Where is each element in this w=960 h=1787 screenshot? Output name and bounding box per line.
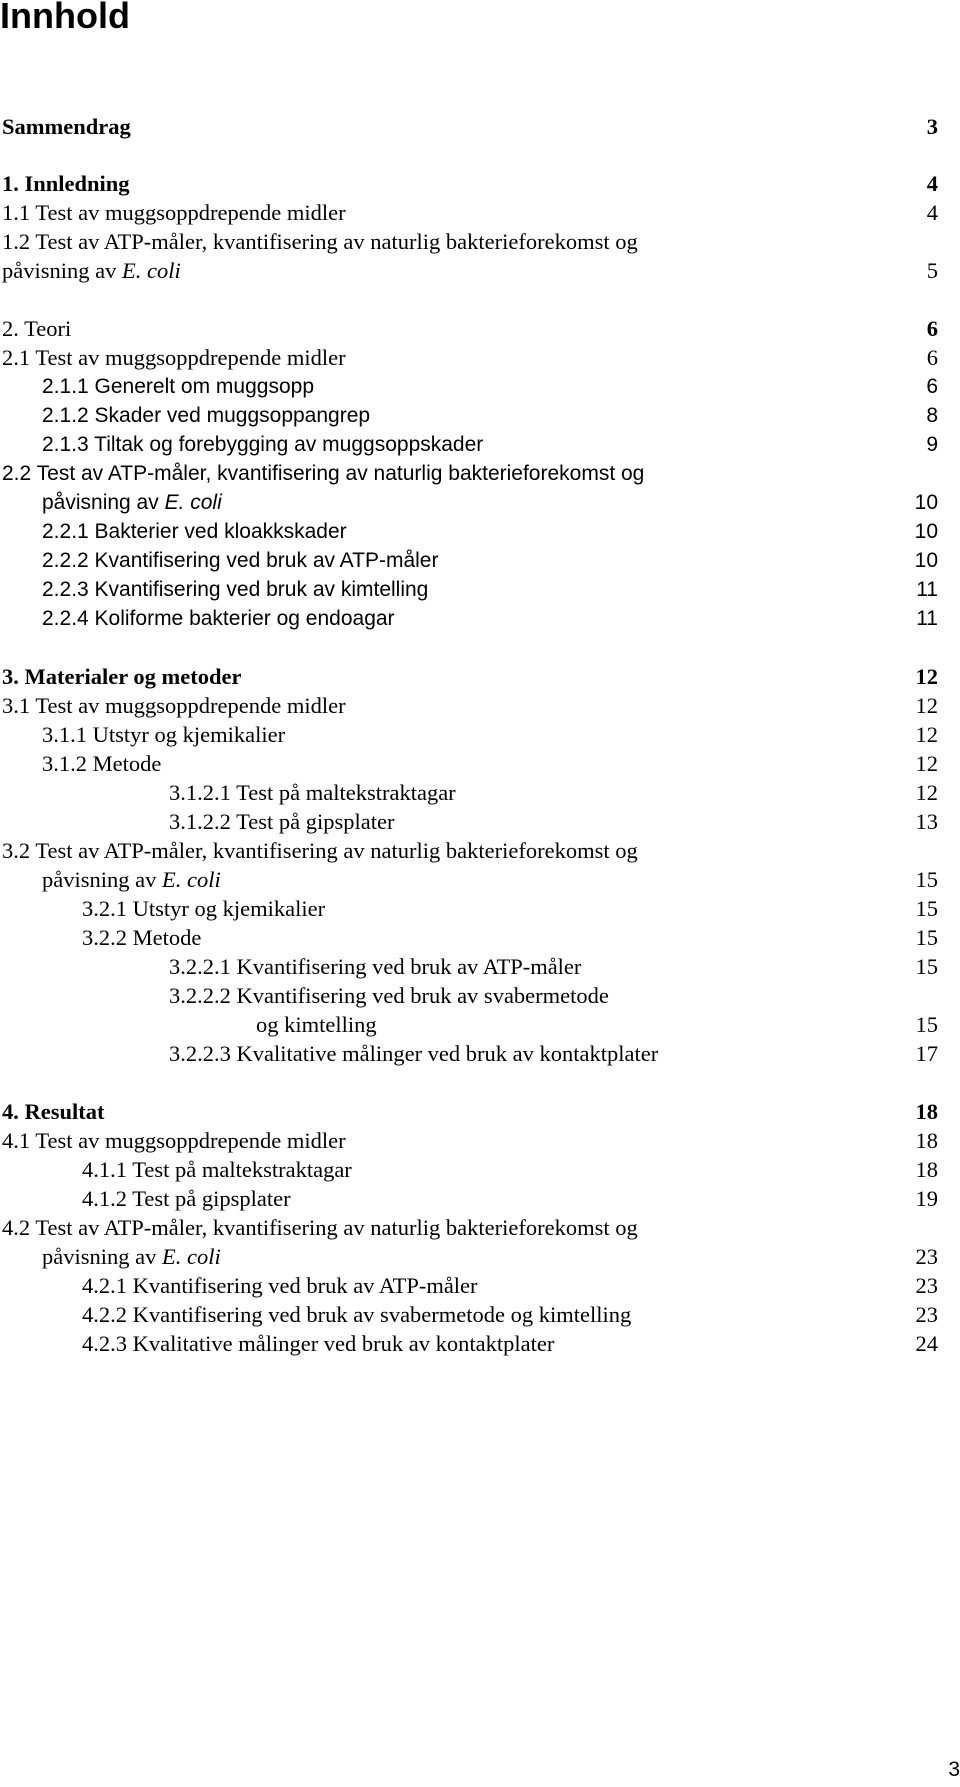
toc-entry-title: 2.2 Test av ATP-måler, kvantifisering av naturlig bakterieforekomst og	[2, 462, 645, 485]
toc-entry-page: 23	[915, 1302, 938, 1327]
toc-entry-page: 11	[916, 607, 938, 630]
toc-entry-title	[42, 1244, 221, 1269]
toc-entry[interactable]	[2, 198, 938, 228]
toc-entry-page: 10	[914, 549, 938, 572]
toc-entry-title-italic: E. coli	[121, 258, 181, 283]
toc-entry-page: 9	[926, 433, 938, 456]
toc-entry-title-italic: E. coli	[161, 867, 221, 892]
toc-entry-title	[42, 491, 222, 514]
toc-entry[interactable]	[169, 778, 938, 808]
toc-entry-page: 18	[915, 1099, 938, 1124]
toc-entry[interactable]	[2, 1126, 938, 1156]
toc-entry[interactable]	[42, 401, 938, 431]
toc-entry-page: 15	[915, 954, 938, 979]
toc-entry-page: 19	[915, 1186, 938, 1211]
toc-entry-title-prefix: påvisning av	[2, 258, 122, 283]
toc-entry[interactable]	[169, 807, 938, 837]
toc-entry-title-prefix: påvisning av	[42, 1244, 162, 1269]
toc-entry-title: 4.2 Test av ATP-måler, kvantifisering av naturlig bakterieforekomst og	[2, 1215, 638, 1240]
toc-entry[interactable]	[2, 256, 938, 286]
toc-entry-title: 4.2.3 Kvalitative målinger ved bruk av kontaktplater	[82, 1331, 555, 1356]
toc-entry[interactable]	[2, 169, 938, 199]
toc-entry-title: 2.2.2 Kvantifisering ved bruk av ATP-måler	[42, 549, 439, 572]
toc-entry[interactable]	[42, 546, 938, 576]
toc-entry[interactable]	[42, 1242, 938, 1272]
toc-entry-page: 23	[915, 1273, 938, 1298]
toc-entry-title: 2. Teori	[2, 316, 72, 341]
toc-entry-page: 10	[914, 491, 938, 514]
toc-entry-page: 6	[926, 316, 938, 341]
toc-entry-page: 15	[915, 1012, 938, 1037]
toc-entry-page: 5	[926, 258, 938, 283]
toc-entry[interactable]	[42, 488, 938, 518]
toc-entry-title: 2.1.2 Skader ved muggsoppangrep	[42, 404, 371, 427]
toc-entry-page: 18	[915, 1157, 938, 1182]
toc-entry[interactable]	[82, 1300, 938, 1330]
toc-entry[interactable]	[2, 459, 938, 489]
toc-entry-title: 3.1.2.1 Test på maltekstraktagar	[169, 780, 456, 805]
toc-entry-title: 3.2.2.2 Kvantifisering ved bruk av svabermetode	[169, 983, 609, 1008]
toc-entry-title: 3.2.2.1 Kvantifisering ved bruk av ATP-måler	[169, 954, 582, 979]
toc-entry-title: 3. Materialer og metoder	[2, 664, 242, 689]
toc-entry-page: 13	[915, 809, 938, 834]
toc-entry[interactable]	[42, 720, 938, 750]
toc-entry-page: 11	[916, 578, 938, 601]
toc-entry-title: 1.1 Test av muggsoppdrepende midler	[2, 200, 346, 225]
toc-entry-title: 4.2.1 Kvantifisering ved bruk av ATP-måler	[82, 1273, 478, 1298]
toc-entry[interactable]	[169, 952, 938, 982]
toc-entry[interactable]	[82, 923, 938, 953]
footer-page-number: 3	[948, 1758, 960, 1781]
toc-entry[interactable]	[42, 749, 938, 779]
toc-entry[interactable]	[2, 112, 938, 142]
toc-entry[interactable]	[42, 575, 938, 605]
toc-entry-page: 4	[926, 171, 938, 196]
toc-entry-title-italic: E. coli	[164, 491, 222, 514]
toc-entry-title: og kimtelling	[256, 1012, 377, 1037]
toc-entry-page: 12	[915, 693, 938, 718]
toc-entry-title: 4.2.2 Kvantifisering ved bruk av svabermetode og kimtelling	[82, 1302, 632, 1327]
toc-entry-page: 15	[915, 925, 938, 950]
toc-entry-title-prefix: påvisning av	[42, 491, 165, 514]
toc-entry[interactable]	[42, 430, 938, 460]
toc-entry-page: 6	[926, 375, 938, 398]
toc-entry-page: 8	[926, 404, 938, 427]
toc-entry-title: 4.1 Test av muggsoppdrepende midler	[2, 1128, 346, 1153]
toc-entry-title-italic: E. coli	[161, 1244, 221, 1269]
toc-entry-title	[42, 867, 221, 892]
toc-entry-title: 3.2.2.3 Kvalitative målinger ved bruk av kontaktplater	[169, 1041, 659, 1066]
toc-entry[interactable]	[169, 1039, 938, 1069]
toc-entry-title: 4. Resultat	[2, 1099, 105, 1124]
toc-entry-title-prefix: påvisning av	[42, 867, 162, 892]
toc-entry-title: 3.1 Test av muggsoppdrepende midler	[2, 693, 346, 718]
toc-entry[interactable]	[82, 1184, 938, 1214]
toc-entry[interactable]	[42, 517, 938, 547]
toc-entry-title: 1. Innledning	[2, 171, 130, 196]
toc-entry[interactable]	[82, 1329, 938, 1359]
toc-entry-title: Sammendrag	[2, 114, 131, 139]
toc-entry-page: 17	[915, 1041, 938, 1066]
toc-entry[interactable]	[2, 1097, 938, 1127]
toc-entry-title: 3.2.1 Utstyr og kjemikalier	[82, 896, 326, 921]
toc-entry-title: 3.1.1 Utstyr og kjemikalier	[42, 722, 286, 747]
toc-entry-page: 6	[926, 345, 938, 370]
toc-entry-title: 2.1.1 Generelt om muggsopp	[42, 375, 314, 398]
toc-entry-title: 1.2 Test av ATP-måler, kvantifisering av naturlig bakterieforekomst og	[2, 229, 638, 254]
toc-entry-title: 2.2.4 Koliforme bakterier og endoagar	[42, 607, 395, 630]
toc-entry-page: 10	[914, 520, 938, 543]
toc-entry-page: 12	[915, 751, 938, 776]
toc-entry[interactable]	[82, 1155, 938, 1185]
toc-entry[interactable]	[169, 981, 938, 1011]
toc-entry-page: 24	[915, 1331, 938, 1356]
toc-entry-title: 2.1 Test av muggsoppdrepende midler	[2, 345, 346, 370]
toc-entry-title: 3.1.2 Metode	[42, 751, 162, 776]
toc-entry[interactable]	[2, 314, 938, 344]
toc-entry[interactable]	[2, 343, 938, 373]
toc-entry[interactable]	[2, 662, 938, 692]
toc-entry-title: 4.1.1 Test på maltekstraktagar	[82, 1157, 352, 1182]
toc-entry-page: 12	[915, 780, 938, 805]
toc-entry[interactable]	[42, 604, 938, 634]
toc-entry[interactable]	[2, 1213, 938, 1243]
toc-entry-page: 12	[915, 722, 938, 747]
toc-entry[interactable]	[2, 691, 938, 721]
toc-entry[interactable]	[42, 372, 938, 402]
toc-entry-title	[2, 258, 181, 283]
toc-entry-title: 2.1.3 Tiltak og forebygging av muggsoppskader	[42, 433, 484, 456]
toc-entry[interactable]	[2, 227, 938, 257]
toc-entry[interactable]	[2, 836, 938, 866]
toc-entry-title: 2.2.1 Bakterier ved kloakkskader	[42, 520, 347, 543]
toc-entry-title: 4.1.2 Test på gipsplater	[82, 1186, 291, 1211]
toc-entry-title: 2.2.3 Kvantifisering ved bruk av kimtelling	[42, 578, 429, 601]
toc-entry[interactable]	[42, 865, 938, 895]
toc-entry-page: 4	[926, 200, 938, 225]
toc-entry-title: 3.2 Test av ATP-måler, kvantifisering av naturlig bakterieforekomst og	[2, 838, 638, 863]
toc-entry-page: 23	[915, 1244, 938, 1269]
toc-entry[interactable]	[82, 1271, 938, 1301]
page-title: Innhold	[0, 0, 130, 36]
toc-entry-title: 3.1.2.2 Test på gipsplater	[169, 809, 395, 834]
toc-entry-title: 3.2.2 Metode	[82, 925, 202, 950]
toc-entry-page: 12	[915, 664, 938, 689]
toc-entry-page: 15	[915, 867, 938, 892]
toc-entry[interactable]	[256, 1010, 938, 1040]
toc-entry-page: 15	[915, 896, 938, 921]
toc-entry-page: 18	[915, 1128, 938, 1153]
toc-entry-page: 3	[926, 114, 938, 139]
toc-entry[interactable]	[82, 894, 938, 924]
